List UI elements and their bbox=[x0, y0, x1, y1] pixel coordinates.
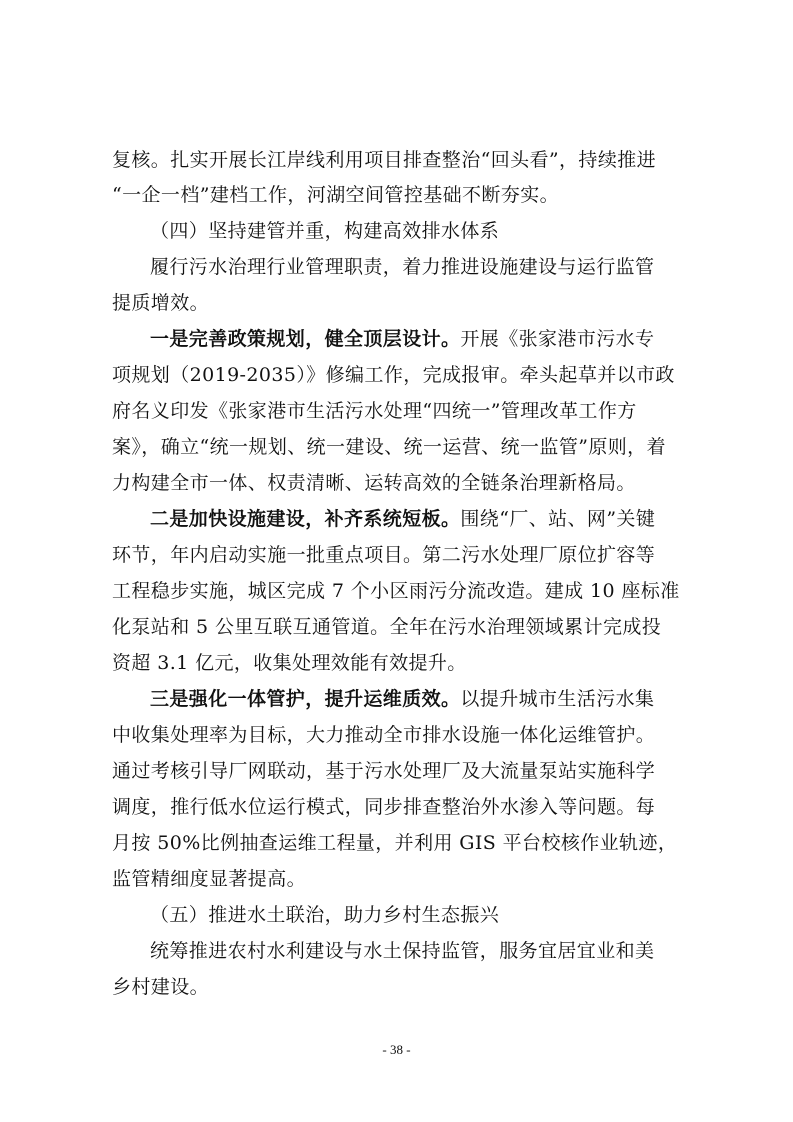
body-text-line: 月按 50%比例抽查运维工程量，并利用 GIS 平台校核作业轨迹， bbox=[112, 832, 678, 854]
body-text-line: 调度，推行低水位运行模式，同步排查整治外水渗入等问题。每 bbox=[112, 796, 656, 818]
body-text-line: 中收集处理率为目标，大力推动全市排水设施一体化运维管护。 bbox=[112, 724, 656, 746]
bold-lead-phrase: 一是完善政策规划，健全顶层设计。 bbox=[150, 328, 461, 350]
body-text-line: 监管精细度显著提高。 bbox=[112, 868, 307, 890]
section-heading: （四）坚持建管并重，构建高效排水体系 bbox=[150, 220, 500, 242]
bold-lead-phrase: 三是强化一体管护，提升运维质效。 bbox=[150, 688, 461, 710]
body-text-line: 提质增效。 bbox=[112, 292, 210, 314]
body-text-line: 力构建全市一体、权责清晰、运转高效的全链条治理新格局。 bbox=[112, 472, 636, 494]
paragraph-first-line: 二是加快设施建设，补齐系统短板。围绕“厂、站、网”关键 bbox=[150, 508, 656, 530]
body-text-line: 复核。扎实开展长江岸线利用项目排查整治“回头看”，持续推进 bbox=[112, 149, 657, 171]
bold-lead-phrase: 二是加快设施建设，补齐系统短板。 bbox=[150, 508, 461, 530]
section-heading: （五）推进水土联治，助力乡村生态振兴 bbox=[150, 904, 500, 926]
body-text-line: 案》，确立“统一规划、统一建设、统一运营、统一监管”原则，着 bbox=[112, 436, 666, 458]
paragraph-first-line: 履行污水治理行业管理职责，着力推进设施建设与运行监管 bbox=[150, 256, 655, 278]
paragraph-first-line: 一是完善政策规划，健全顶层设计。开展《张家港市污水专 bbox=[150, 328, 655, 350]
body-text-line: 通过考核引导厂网联动，基于污水处理厂及大流量泵站实施科学 bbox=[112, 760, 656, 782]
page-number: - 38 - bbox=[382, 1042, 411, 1057]
body-text-line: 府名义印发《张家港市生活污水处理“四统一”管理改革工作方 bbox=[112, 400, 637, 422]
body-text-line: 化泵站和 5 公里互联互通管道。全年在污水治理领域累计完成投 bbox=[112, 616, 662, 638]
body-text-line: 工程稳步实施，城区完成 7 个小区雨污分流改造。建成 10 座标准 bbox=[112, 580, 680, 602]
body-text-line: 资超 3.1 亿元，收集处理效能有效提升。 bbox=[112, 652, 467, 674]
body-text-line: 乡村建设。 bbox=[112, 976, 210, 998]
paragraph-first-line: 统筹推进农村水利建设与水土保持监管，服务宜居宜业和美 bbox=[150, 940, 655, 962]
body-text-line: 项规划（2019-2035）》修编工作，完成报审。牵头起草并以市政 bbox=[112, 364, 675, 386]
body-text-line: “一企一档”建档工作，河湖空间管控基础不断夯实。 bbox=[112, 184, 560, 206]
paragraph-first-line: 三是强化一体管护，提升运维质效。以提升城市生活污水集 bbox=[150, 688, 655, 710]
body-text-line: 环节，年内启动实施一批重点项目。第二污水处理厂原位扩容等 bbox=[112, 544, 656, 566]
